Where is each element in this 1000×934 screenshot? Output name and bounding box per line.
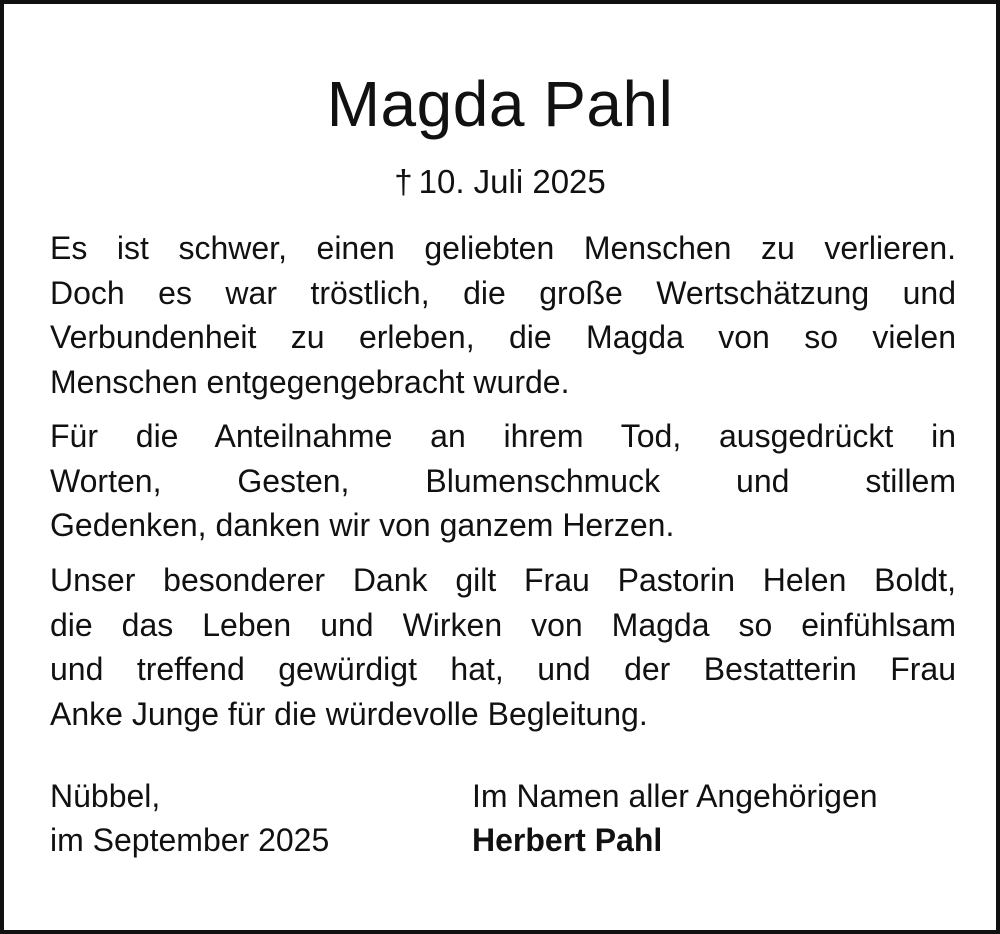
- paragraph-line: Worten, Gesten, Blumenschmuck und stillem: [50, 462, 956, 499]
- signature-intro: Im Namen aller Angehörigen: [472, 778, 878, 814]
- place-and-date: [50, 774, 329, 862]
- signature-block: [472, 774, 878, 862]
- paragraph-2: [50, 414, 956, 548]
- cross-icon: †: [394, 163, 413, 200]
- paragraph-line: und treffend gewürdigt hat, und der Bestatterin Frau: [50, 651, 956, 687]
- paragraph-line: Unser besonderer Dank gilt Frau Pastorin Helen Boldt,: [50, 562, 956, 598]
- paragraph-line: Gedenken, danken wir von ganzem Herzen.: [50, 507, 675, 543]
- death-date: 10. Juli 2025: [418, 163, 606, 200]
- paragraph-line: Doch es war tröstlich, die große Wertschätzung und: [50, 274, 956, 311]
- paragraph-line: die das Leben und Wirken von Magda so einfühlsam: [50, 606, 956, 643]
- paragraph-line: Verbundenheit zu erleben, die Magda von so vielen: [50, 319, 956, 355]
- date: im September 2025: [50, 822, 330, 858]
- death-date-line: [4, 160, 996, 204]
- paragraph-line: Menschen entgegengebracht wurde.: [50, 363, 570, 400]
- signer-name: Herbert Pahl: [472, 822, 663, 858]
- paragraph-line: Es ist schwer, einen geliebten Menschen zu verlieren.: [50, 230, 956, 266]
- place: Nübbel,: [50, 778, 161, 814]
- paragraph-1: [50, 226, 956, 404]
- paragraph-3: [50, 558, 956, 736]
- paragraph-line: Anke Junge für die würdevolle Begleitung.: [50, 695, 648, 732]
- paragraph-line: Für die Anteilnahme an ihrem Tod, ausgedrückt in: [50, 418, 956, 454]
- deceased-name: Magda Pahl: [326, 68, 674, 140]
